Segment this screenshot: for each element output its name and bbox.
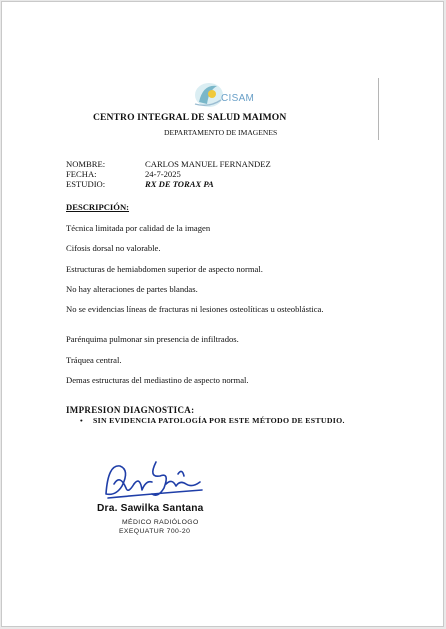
date-label: FECHA: (66, 168, 97, 179)
bullet-icon: • (80, 416, 84, 425)
department-name: DEPARTAMENTO DE IMAGENES (164, 128, 278, 137)
signer-title: MÉDICO RADIÓLOGO (122, 519, 199, 526)
margin-divider (378, 78, 379, 140)
description-line: No se evidencias líneas de fracturas ni lesiones osteolíticas u osteoblástica. (66, 304, 324, 314)
date-value: 24-7-2025 (145, 168, 181, 179)
description-line: Demas estructuras del mediastino de aspecto normal. (66, 375, 249, 385)
name-value: CARLOS MANUEL FERNANDEZ (145, 159, 271, 169)
impression-item (80, 416, 345, 425)
description-line: Parénquima pulmonar sin presencia de infiltrados. (66, 334, 239, 344)
signer-exequatur: EXEQUATUR 700-20 (119, 528, 191, 535)
patient-info (66, 160, 271, 189)
handwritten-signature (100, 454, 206, 506)
signer-name: Dra. Sawilka Santana (97, 503, 204, 514)
description-line: Cifosis dorsal no valorable. (66, 243, 161, 253)
document-page (1, 1, 444, 627)
name-label: NOMBRE: (66, 159, 106, 169)
impression-title: IMPRESION DIAGNOSTICA: (66, 405, 195, 415)
study-value: RX DE TORAX PA (145, 178, 214, 189)
organization-name: CENTRO INTEGRAL DE SALUD MAIMON (93, 112, 287, 123)
description-title: DESCRIPCIÓN: (66, 202, 130, 212)
description-line: Tráquea central. (66, 355, 122, 365)
description-line: Técnica limitada por calidad de la imagen (66, 223, 211, 233)
logo-text: CISAM (221, 93, 255, 104)
description-line: No hay alteraciones de partes blandas. (66, 284, 198, 294)
study-label: ESTUDIO: (66, 178, 106, 189)
impression-text: SIN EVIDENCIA PATOLOGÍA POR ESTE MÉTODO DE ESTUDIO. (93, 416, 345, 425)
description-line: Estructuras de hemiabdomen superior de aspecto normal. (66, 264, 263, 274)
study-row (66, 180, 271, 190)
